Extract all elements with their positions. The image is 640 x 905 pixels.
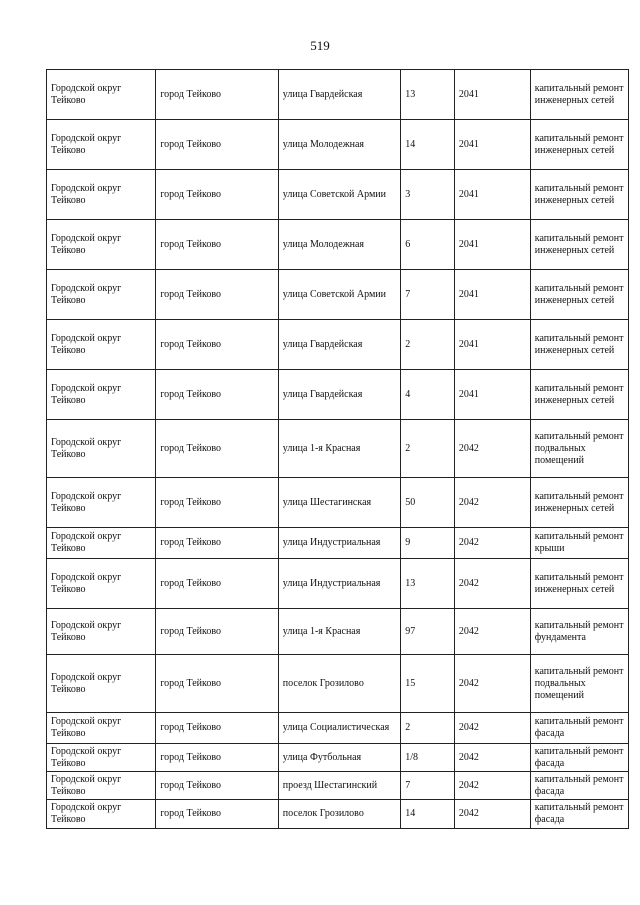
house-number-cell: 6 (401, 220, 455, 270)
work-type-cell: капитальный ремонт инженерных сетей (530, 70, 628, 120)
house-number-cell: 4 (401, 370, 455, 420)
work-type-cell: капитальный ремонт подвальных помещений (530, 655, 628, 713)
house-number-cell: 15 (401, 655, 455, 713)
year-cell: 2042 (454, 800, 530, 829)
year-cell: 2041 (454, 170, 530, 220)
municipality-cell: Городской округ Тейково (47, 559, 156, 609)
house-number-cell: 2 (401, 713, 455, 744)
house-number-cell: 50 (401, 478, 455, 528)
street-cell: улица Футбольная (278, 744, 400, 772)
settlement-cell: город Тейково (156, 220, 278, 270)
house-number-cell: 9 (401, 528, 455, 559)
year-cell: 2042 (454, 420, 530, 478)
year-cell: 2041 (454, 320, 530, 370)
settlement-cell: город Тейково (156, 120, 278, 170)
municipality-cell: Городской округ Тейково (47, 220, 156, 270)
settlement-cell: город Тейково (156, 655, 278, 713)
municipality-cell: Городской округ Тейково (47, 478, 156, 528)
table-row (47, 370, 629, 420)
work-type-cell: капитальный ремонт инженерных сетей (530, 559, 628, 609)
table-row (47, 420, 629, 478)
table-row (47, 478, 629, 528)
house-number-cell: 13 (401, 559, 455, 609)
settlement-cell: город Тейково (156, 370, 278, 420)
municipality-cell: Городской округ Тейково (47, 713, 156, 744)
settlement-cell: город Тейково (156, 744, 278, 772)
street-cell: улица Шестагинская (278, 478, 400, 528)
work-type-cell: капитальный ремонт крыши (530, 528, 628, 559)
work-type-cell: капитальный ремонт инженерных сетей (530, 370, 628, 420)
settlement-cell: город Тейково (156, 713, 278, 744)
table-row (47, 170, 629, 220)
table-row (47, 320, 629, 370)
street-cell: поселок Грозилово (278, 800, 400, 829)
house-number-cell: 14 (401, 120, 455, 170)
work-type-cell: капитальный ремонт фасада (530, 713, 628, 744)
street-cell: улица Молодежная (278, 220, 400, 270)
house-number-cell: 7 (401, 772, 455, 800)
work-type-cell: капитальный ремонт инженерных сетей (530, 320, 628, 370)
municipality-cell: Городской округ Тейково (47, 320, 156, 370)
table-row (47, 528, 629, 559)
house-number-cell: 7 (401, 270, 455, 320)
table-row (47, 220, 629, 270)
work-type-cell: капитальный ремонт фундамента (530, 609, 628, 655)
work-type-cell: капитальный ремонт инженерных сетей (530, 220, 628, 270)
house-number-cell: 2 (401, 420, 455, 478)
municipality-cell: Городской округ Тейково (47, 772, 156, 800)
work-type-cell: капитальный ремонт фасада (530, 744, 628, 772)
table-row (47, 713, 629, 744)
year-cell: 2042 (454, 744, 530, 772)
table-row (47, 772, 629, 800)
settlement-cell: город Тейково (156, 478, 278, 528)
settlement-cell: город Тейково (156, 772, 278, 800)
street-cell: улица 1-я Красная (278, 420, 400, 478)
house-number-cell: 1/8 (401, 744, 455, 772)
street-cell: улица Гвардейская (278, 320, 400, 370)
municipality-cell: Городской округ Тейково (47, 744, 156, 772)
municipality-cell: Городской округ Тейково (47, 528, 156, 559)
table-row (47, 609, 629, 655)
house-number-cell: 13 (401, 70, 455, 120)
street-cell: улица Социалистическая (278, 713, 400, 744)
settlement-cell: город Тейково (156, 70, 278, 120)
table-row (47, 744, 629, 772)
municipality-cell: Городской округ Тейково (47, 655, 156, 713)
street-cell: проезд Шестагинский (278, 772, 400, 800)
municipality-cell: Городской округ Тейково (47, 170, 156, 220)
table-row (47, 270, 629, 320)
work-type-cell: капитальный ремонт фасада (530, 772, 628, 800)
settlement-cell: город Тейково (156, 270, 278, 320)
work-type-cell: капитальный ремонт инженерных сетей (530, 170, 628, 220)
settlement-cell: город Тейково (156, 559, 278, 609)
work-type-cell: капитальный ремонт инженерных сетей (530, 120, 628, 170)
settlement-cell: город Тейково (156, 609, 278, 655)
municipality-cell: Городской округ Тейково (47, 800, 156, 829)
house-number-cell: 97 (401, 609, 455, 655)
housing-repair-table (46, 69, 629, 829)
table-row (47, 655, 629, 713)
table-body (47, 70, 629, 829)
street-cell: поселок Грозилово (278, 655, 400, 713)
settlement-cell: город Тейково (156, 170, 278, 220)
year-cell: 2041 (454, 370, 530, 420)
year-cell: 2041 (454, 70, 530, 120)
year-cell: 2042 (454, 609, 530, 655)
year-cell: 2041 (454, 220, 530, 270)
municipality-cell: Городской округ Тейково (47, 270, 156, 320)
street-cell: улица Индустриальная (278, 528, 400, 559)
house-number-cell: 3 (401, 170, 455, 220)
table-row (47, 120, 629, 170)
settlement-cell: город Тейково (156, 420, 278, 478)
street-cell: улица 1-я Красная (278, 609, 400, 655)
municipality-cell: Городской округ Тейково (47, 370, 156, 420)
settlement-cell: город Тейково (156, 800, 278, 829)
year-cell: 2042 (454, 772, 530, 800)
street-cell: улица Советской Армии (278, 270, 400, 320)
house-number-cell: 14 (401, 800, 455, 829)
work-type-cell: капитальный ремонт инженерных сетей (530, 270, 628, 320)
municipality-cell: Городской округ Тейково (47, 609, 156, 655)
page-number: 519 (310, 38, 330, 53)
street-cell: улица Советской Армии (278, 170, 400, 220)
year-cell: 2041 (454, 270, 530, 320)
year-cell: 2042 (454, 713, 530, 744)
street-cell: улица Гвардейская (278, 370, 400, 420)
table-row (47, 559, 629, 609)
house-number-cell: 2 (401, 320, 455, 370)
work-type-cell: капитальный ремонт инженерных сетей (530, 478, 628, 528)
municipality-cell: Городской округ Тейково (47, 420, 156, 478)
work-type-cell: капитальный ремонт фасада (530, 800, 628, 829)
municipality-cell: Городской округ Тейково (47, 70, 156, 120)
table-row (47, 800, 629, 829)
year-cell: 2041 (454, 120, 530, 170)
street-cell: улица Гвардейская (278, 70, 400, 120)
street-cell: улица Молодежная (278, 120, 400, 170)
street-cell: улица Индустриальная (278, 559, 400, 609)
year-cell: 2042 (454, 528, 530, 559)
municipality-cell: Городской округ Тейково (47, 120, 156, 170)
work-type-cell: капитальный ремонт подвальных помещений (530, 420, 628, 478)
settlement-cell: город Тейково (156, 528, 278, 559)
year-cell: 2042 (454, 478, 530, 528)
year-cell: 2042 (454, 655, 530, 713)
settlement-cell: город Тейково (156, 320, 278, 370)
year-cell: 2042 (454, 559, 530, 609)
table-row (47, 70, 629, 120)
